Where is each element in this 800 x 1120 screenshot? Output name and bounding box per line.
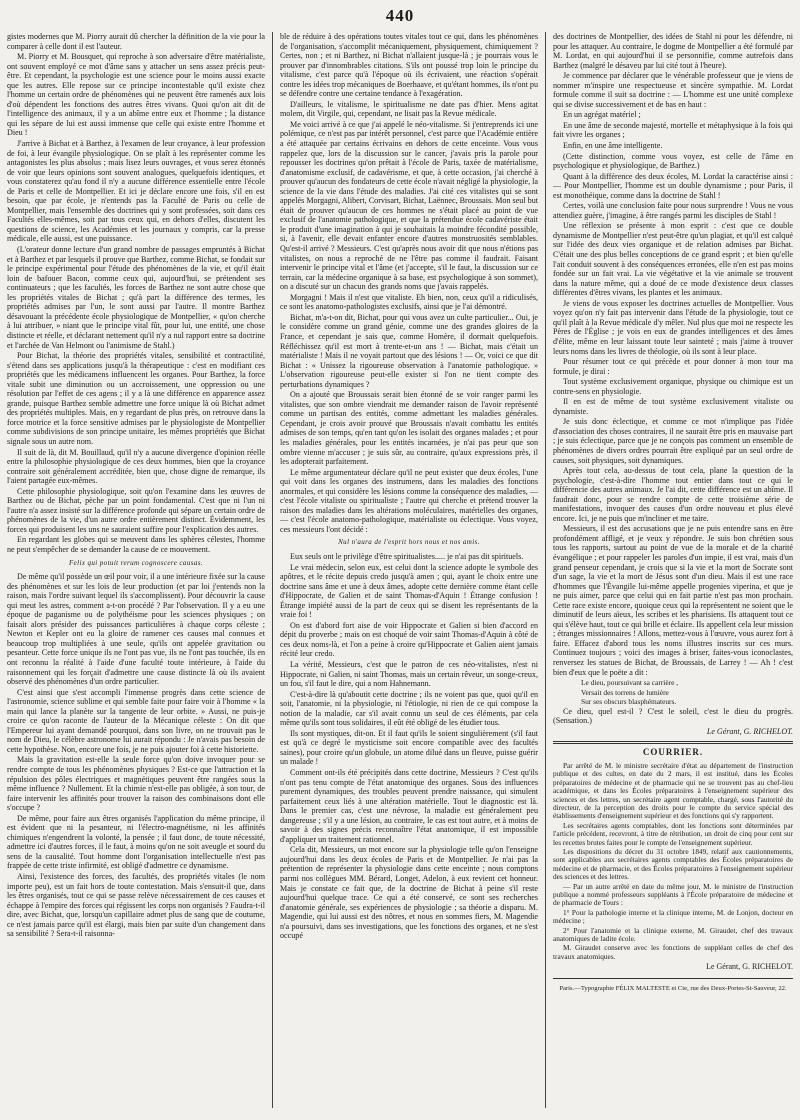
paragraph: En une âme de seconde majesté, mortelle et métaphysique à la fois qui fait vivre les organes ; <box>553 120 793 140</box>
paragraph: Cette philosophie physiologique, soit qu'on l'examine dans les œuvres de Barthez ou de Bichat, pèche par un point fondamental. C'est que ni l'un ni l'autre n'a assez insisté sur la différence profonde qui sépare un certain ordre de phénomènes de la vie, d'un autre ordre entièrement distinct. Évidemment, les forces qui produisent les uns ne sauraient suffire pour l'explication des autres. <box>7 486 265 534</box>
paragraph: — Par un autre arrêté en date du même jour, M. le ministre de l'instruction publique a nommé professeurs suppléants à l'École préparatoire de médecine et de pharmacie de Tours : <box>553 881 793 908</box>
paragraph: Quant à la différence des deux écoles, M. Lordat la caractérise ainsi : — Pour Montpellier, l'homme est un double dynamisme ; pour Paris, il est monothéique, comme dans la doctrine de Stahl ! <box>553 171 793 200</box>
paragraph: Pour Bichat, la théorie des propriétés vitales, sensibilité et contractilité, s'étend dans ses applications jusqu'à la thérapeutique : c'est en modifiant ces propriétés que les médicamens influencent les organes. Pour Barthez, la force vitale subit une diminution ou un accroissement, une oppression ou une résolution par l'effet de ces agens ; il y a là une différence en apparence assez grande, puisque Barthez semble admettre une force unique là où Bichat admet des propriétés multiples. Mais, en y regardant de plus près, on retrouve dans la force motrice et la force sensitive admises par le physiologiste de Montpellier comme subdivisions de son principe unitaire, les mêmes propriétés que Bichat signale sous un autre nom. <box>7 351 265 446</box>
closing-paragraph: Ce dieu, quel est-il ? C'est le soleil, c'est le dieu du progrès. (Sensation.) <box>553 706 793 726</box>
paragraph: Tout système exclusivement organique, physique ou chimique est un contre-sens en physiologie. <box>553 377 793 396</box>
paragraph: Je commence par déclarer que le vénérable professeur que je viens de nommer m'inspire une respectueuse et sincère sympathie. M. Lordat formule comme il suit sa doctrine : — L'homme est une unité complexe qui se divise successivement et de bas en haut : <box>553 71 793 109</box>
paragraph: Comment ont-ils été précipités dans cette doctrine, Messieurs ? C'est qu'ils n'ont pas tenu compte de l'état anatomique des organes. Sous des influences purement dynamiques, des troubles peuvent prendre naissance, qui simulent parfaitement ceux liés à une altération matérielle. Tout le diagnostic est là. Dans le premier cas, c'est une névrose, la maladie est généralement peu dangereuse ; s'il y a une lésion, au contraire, le cas est tout autre, et à moins de savoir à des signes précis reconnaître l'état anatomique, il est impossible d'appliquer un traitement rationnel. <box>280 768 538 844</box>
paragraph: On est d'abord fort aise de voir Hippocrate et Galien si bien d'accord en dépit du proverbe ; mais on est choqué de voir saint Thomas-d'Aquin à côté de ces deux noms-là, et l'on a peine à croire qu'Hippocrate et Galien aient jamais récité leur credo. <box>280 620 538 659</box>
paragraph: On a ajouté que Broussais serait bien étonné de se voir ranger parmi les vitalistes, que son ombre viendrait me demander raison de l'avoir représenté comme un partisan des entités, comme admettant les maladies générales. Cependant, je crois avoir prouvé que Broussais n'avait combattu les entités admises de son temps, qu'en tant qu'on les isolait des organes malades ; et pour les maladies générales, pour les entités incarnées, je n'ai pas peur que son ombre vienne m'accuser ; je suis sûr, au contraire, qu'aux expressions près, il les adopterait parfaitement. <box>280 390 538 467</box>
paragraph: (L'orateur donne lecture d'un grand nombre de passages empruntés à Bichat et à Barthez et par lesquels il prouve que Barthez, comme Bichat, se fondait sur le principe expérimental pour l'étude des phénomènes de la vie, et qu'il était loin de bafouer Bacon, comme ceux qui, aujourd'hui, se prétendent ses continuateurs ; que les facultés, les forces de Barthez ne sont autre chose que les propriétés vitales de Bichat ; qu'à part la différence des termes, les propriétés admises par l'un, le sont aussi par l'autre. Il montre Barthez désavouant la précédente école physiologique de Montpellier, « qu'on cherche à lui attribuer, » niant que le principe vital fût, pour lui, une entité, une chose distincte et réelle, et déclarant nettement qu'il n'y a nul rapport entre sa doctrine et l'archée de Van Helmont ou l'animisme de Stahl.) <box>7 245 265 350</box>
paragraph: (Cette distinction, comme vous voyez, est celle de l'âme en psychologique et physiologique, de Barthez.) <box>553 151 793 171</box>
paragraph: M. Giraudet conserve avec les fonctions de suppléant celles de chef des travaux anatomiques. <box>553 943 793 961</box>
paragraph: En regardant les globes qui se meuvent dans les sphères célestes, l'homme ne peut s'empêcher de se demander la cause de ce mouvement. <box>7 535 265 554</box>
column-2 <box>280 32 538 1108</box>
section-divider <box>553 741 793 744</box>
verse-line: Versait des torrens de lumière <box>581 687 669 697</box>
paragraph: Par arrêté de M. le ministre secrétaire d'état au département de l'instruction publique et des cultes, en date du 2 mars, il est institué, dans les Écoles préparatoires de médecine et de pharmacie qui ne se trouvent pas au chef-lieu académique, et dans les Écoles préparatoires à l'enseignement supérieur des sciences et des lettres, un secrétaire agent comptable, chargé, sous l'autorité du directeur, de la perception des droits pour le compte du service spécial des établissements d'enseignement supérieur et des fonctions qui s'y rapportent. <box>553 760 793 821</box>
paragraph: ble de réduire à des opérations toutes vitales tout ce qui, dans les phénomènes de l'organisation, s'accomplit mécaniquement, physiquement, chimiquement ? Certes, non ; et ni Barthez, ni Bichat n'allaient jusque-là ; je pourrais vous le prouver par d'innombrables citations. S'ils ont poussé trop loin le principe du vitalisme, c'est parce qu'à l'époque où ils écrivaient, une réaction s'opérait contre les idées trop mécaniques de Boerhaave, et qu'étant hommes, ils n'ont pu se défendre contre une certaine tendance à l'exagération. <box>280 32 538 99</box>
paragraph: des doctrines de Montpellier, des idées de Stahl ni pour les défendre, ni pour les attaquer. Au contraire, le dogme de Montpellier a été formulé par M. Lordat, en qui aujourd'hui il se personnifie, comme autrefois dans Barthez (malgré le désaveu par lui cité tout à l'heure). <box>553 32 793 70</box>
latin-quote: Nul n'aura de l'esprit hors nous et nos amis. <box>338 538 480 547</box>
page-number: 440 <box>385 6 415 25</box>
paragraph: gistes modernes que M. Piorry aurait dû chercher la définition de la vie pour la comparer à celle dont il est l'auteur. <box>7 32 265 51</box>
paragraph: Me voici arrivé à ce que j'ai appelé le néo-vitalisme. Si j'entreprends ici une polémique, ce n'est pas par intérêt personnel, c'est parce que l'Académie entière a été attaquée par certains écrivains en dehors de cette enceinte. Vous vous rappelez que, lors de la discussion sur le cancer, j'avais pris la parole pour repousser les doctrines qu'on prêtait à l'école de Paris, taxée de matérialisme, d'anatomisme exclusif, de cadavérisme, et que, à cette occasion, j'ai cherché à prouver qu'aucun des fondateurs de cette école n'avait négligé la physiologie, la science de la vie dans l'étude des maladies. J'ai cité ces vitalistes qui se sont appelés Morgagni, Alibert, Corvisart, Bichat, Laënnec, Broussais. Mon seul but était de prouver qu'aucun de ces hommes ne s'était placé au point de vue exclusif de l'anatomie pathologique, et que la prétendue école cadavériste était le produit d'une imagination à qui je souhaitais la moindre fécondité possible, si, à l'avenir, elle devait enfanter encore d'autres monstruosités semblables. Qu'est-il arrivé ? Messieurs. C'est qu'après nous avoir dit que nous n'étions pas vitalistes, on nous a reproché de ne l'être pas comme il faudrait. Faisant intervenir le principe vital et l'âme (et j'accepte, s'il le faut, la discussion sur ce terrain, car la médecine organique à sa base, est psychologique à son sommet), on a discuté sur un chacun des grands noms que j'avais rappelés. <box>280 119 538 292</box>
paragraph: 1° Pour la pathologie interne et la clinique interne, M. de Lonjon, docteur en médecine ; <box>553 907 793 926</box>
verse-line: Le dieu, poursuivant sa carrière , <box>581 678 679 688</box>
gerant-signature: Le Gérant, G. RICHELOT. <box>706 962 793 972</box>
paragraph: Les secrétaires agents comptables, dont les fonctions sont déterminées par l'article précédent, recevront, à titre de rétribution, un droit de cinq pour cent sur les recettes brutes faites pour le compte de l'enseignement supérieur. <box>553 820 793 847</box>
paragraph: Il suit de là, dit M. Bouillaud, qu'il n'y a aucune divergence d'opinion réelle entre la philosophie physiologique de ces deux hommes, bien que la croyance contraire soit généralement accréditée, bien que, chose digne de remarque, ils l'aient partagée eux-mêmes. <box>7 447 265 486</box>
paragraph: Ainsi, l'existence des forces, des facultés, des propriétés vitales (le nom importe peu), est un fait hors de toute contestation. Mais s'ensuit-il que, dans les êtres organisés, tout ce qui se passe relève nécessairement de ces causes et échappe à l'empire des forces qui régissent les corps non organisés ? Faudra-t-il dire, avec Bichat, que, lorsqu'un capillaire admet plus de sang que de coutume, ce n'est jamais parce qu'il est élargi, mais bien par suite d'un changement dans sa sensibilité ? Sera-t-il raisonna- <box>7 872 265 939</box>
printer-imprint: Paris.—Typographie FÉLIX MALTESTE et Cie, rue des Deux-Portes-St-Sauveur, 22. <box>559 984 787 992</box>
paragraph: Certes, voilà une conclusion faite pour nous surprendre ! Vous ne vous attendiez guère, j'imagine, à être rangés parmi les disciples de Stahl ! <box>553 201 793 220</box>
paragraph: Morgagni ! Mais il n'est que vitaliste. Eh bien, non, ceux qu'il a ridiculisés, ce sont les anatomo-pathologistes exclusifs, ainsi que je l'ai démontré. <box>280 292 538 312</box>
paragraph: Mais la gravitation est-elle la seule force qu'on doive invoquer pour se rendre compte de tous les phénomènes physiques ? Est-ce que l'attraction et la répulsion des pôles électriques et magnétiques peuvent être rangées sous la même influence ? Nullement. Et la chimie n'est-elle pas obligée, à son tour, de faire intervenir les affinités pour trouver la raison des combinaisons dont elle s'occupe ? <box>7 755 265 813</box>
paragraph: Il en est de même de tout système exclusivement vitaliste ou dynamiste. <box>553 397 793 416</box>
paragraph: Les dispositions du décret du 31 octobre 1849, relatif aux cautionnements, sont applicables aux secrétaires agents comptables des Écoles préparatoires de médecine et de pharmacie, et des Écoles préparatoires à l'enseignement supérieur des sciences et des lettres. <box>553 846 793 882</box>
imprint-divider <box>553 978 793 979</box>
courrier-section <box>553 762 793 961</box>
paragraph: En un agrégat matériel ; <box>563 110 641 120</box>
column-3 <box>553 32 793 1108</box>
paragraph: Une réflexion se présente à mon esprit : c'est que ce double dynamisme de Montpellier n'est peut-être qu'un plagiat, et qu'il est calqué sur l'idée des deux vies organique et de relation admises par Bichat. C'était une des plus belles conceptions de ce grand esprit ; et bien qu'elle l'ait conduit souvent à des conséquences erronées, elle n'en est pas moins fondée sur un fait vrai. La vie végétative et la vie animale se trouvent dans la nature même, qui a doué de ce mode d'existence deux classes différentes d'êtres vivans, les plantes et les animaux. <box>553 221 793 298</box>
paragraph: Le même argumentateur déclare qu'il ne peut exister que deux écoles, l'une qui voit dans les organes des instrumens, dans les maladies des fonctions anormales, et qui considère les lésions comme la conséquence des maladies, — c'est l'école vitaliste ou spiritualiste ; l'autre qui cherche et prétend trouver la raison des maladies dans les altérations moléculaires, matérielles des organes, — c'est l'école anatomo-pathologique, matérialiste ou éclectique. Vous voyez, ces messieurs l'ont décidé : <box>280 467 538 534</box>
column-divider <box>272 32 273 1108</box>
signature: Le Gérant, G. RICHELOT. <box>706 726 793 736</box>
paragraph: Je viens de vous exposer les doctrines actuelles de Montpellier. Vous voyez qu'on n'y fait pas intervenir dans l'étude de la physiologie, tout ce qu'il plaît à la Revue médicale d'y mêler. Nul plus que moi ne respecte les Pères de l'Église ; je vois en eux de grandes intelligences et des âmes d'élite, même en leur laissant toute leur sainteté ; mais j'aime à trouver leurs noms dans les livres de théologie, où ils sont à leur place. <box>553 298 793 356</box>
latin-quote: Felix qui potuit rerum cognoscere causas. <box>68 558 204 567</box>
paragraph: D'ailleurs, le vitalisme, le spiritualisme ne date pas d'hier. Mens agitat molem, dit Virgile, qui, cependant, ne lisait pas la Revue médicale. <box>280 99 538 119</box>
courrier-heading: COURRIER. <box>642 747 704 758</box>
paragraph: Ils sont mystiques, dit-on. Et il faut qu'ils le soient singulièrement (s'il faut est qu'à ce degré le mysticisme soit encore compatible avec des facultés saines), pour croire qu'un globule, un atome dilué dans un fleuve, puisse guérir un malade ! <box>280 728 538 767</box>
paragraph: J'arrive à Bichat et à Barthez, à l'examen de leur croyance, à leur profession de foi, à leur évangile physiologique. On se plaît à les représenter comme les antagonistes les plus absolus ; mais lisez leurs ouvrages, et vous serez étonnés de voir que leurs opinions sont souvent analogues, quelquefois identiques, et vous constaterez qu'au fond il n'y a aucune différence essentielle entre l'école de Paris et celle de Montpellier. Et ici je déclare encore une fois, s'il en est besoin, que par école, je n'entends pas la Faculté de Paris ou celle de Montpellier, mais l'ensemble des doctrines qui y sont professées, soit dans ces Facultés elles-mêmes, soit par tous ceux qui, en dehors d'elles, discutent les questions de science, les Académies et les journaux y compris, car la presse médicale, elle aussi, est une puissance. <box>7 139 265 244</box>
paragraph: Bichat, m'a-t-on dit, Bichat, pour qui vous avez un culte particulier... Oui, je le considère comme un grand génie, comme une des grandes gloires de la France, et cependant je sais que, comme Homère, il dormait quelquefois. Réfléchissez qu'il est mort à trente-et-un ans ! — Bichat, mais c'était un matérialiste ! Mais il ne voyait partout que des lésions ! — Or, voici ce que dit Bichat : « Unissez la rigoureuse observation à l'anatomie pathologique. » L'observation rigoureuse peut-elle exister si l'on ne tient compte des perturbations dynamiques ? <box>280 312 538 389</box>
paragraph: Pour résumer tout ce qui précède et pour donner à mon tour ma formule, je dirai : <box>553 357 793 376</box>
verse-line: Sur ses obscurs blasphémateurs. <box>581 697 677 707</box>
paragraph: Enfin, en une âme intelligente. <box>563 141 663 151</box>
column-divider <box>545 32 546 1108</box>
paragraph: Je suis donc éclectique, et comme ce mot n'implique pas l'idée d'association des choses contraires, il ne saurait être pris en mauvaise part ; je suis éclectique, parce que je ne conçois pas comment un ensemble de phénomènes de divers ordres pourrait être expliqué par un seul ordre de causes, soit physiques, soit dynamiques. <box>553 417 793 465</box>
paragraph: Eux seuls ont le privilège d'être spiritualistes..... je n'ai pas dit spirituels. <box>290 551 524 561</box>
paragraph: De même qu'il possède un œil pour voir, il a une intérieure fixée sur la cause des phénomènes et sur les lois de leur production (et par loi j'entends non la raison, mais l'ordre suivant lequel ils s'accomplissent). Pour découvrir la cause qui meut les astres, comment a-t-on procédé ? Par l'observation. Il y a eu une époque de paganisme ou de polythéisme pour les sciences physiques ; on faisait alors présider des puissances particulières à chaque corps céleste ; Newton et Kepler ont eu la gloire de ramener ces causes mal connues et beaucoup trop multipliées à une seule, qu'ils ont appelée gravitation ou pesanteur. Cette force unique ils ne l'ont pas vue, ils ne l'ont pas touchée, ils en ont reconnu la réalité à l'aide d'une faculté toute intérieure, à l'aide du raisonnement qui les forçait d'admettre une cause distincte là où ils avaient observé des phénomènes d'un ordre particulier. <box>7 572 265 687</box>
column-1 <box>7 32 265 1108</box>
paragraph: De même, pour faire aux êtres organisés l'application du même principe, il est évident que ni la pesanteur, ni l'électro-magnétisme, ni les affinités chimiques n'engendrent la volonté, la pensée ; il faut donc, de toute nécessité, admettre ici d'autres forces, il le faut, à moins qu'on ne soit aveugle et sourd du sens de la causalité. Tout homme dont l'organisation intellectuelle n'est pas frappée de cette triste infirmité, est obligé d'admettre ce dynamisme. <box>7 813 265 871</box>
paragraph: Messieurs, il est des accusations que je ne puis entendre sans en être profondément affligé, et je veux y répondre. Je suis bon chrétien sous tous les rapports, surtout au point de vue de la morale et de la charité évangélique ; et pour rappeler les paroles d'un impie, il est vrai, mais d'un grand penseur cependant, je crois que si la vie et la mort de Socrate sont d'un sage, la vie et la mort de Jésus sont d'un dieu. Mais il est une race d'hommes que l'Évangile lui-même appelle progenies viperina, et que je ne puis aimer, parce que celui qui en fait partie n'est pas mon prochain. Cette race existe encore, quoique ceux qui la représentent ne soient que le diminutif de leurs aïeux, les scribes et les pharisiens. Ils attaquent tout ce qui s'élève haut, tout ce qui brille et éclaire. Ils appellent cela leur mission ; étranges missionnaires ! Allons, mettez-vous à l'œuvre, vous aurez fort à faire. Effacez d'abord tous les noms illustres inscrits sur ces murs. Continuez toujours ; voici des images à briser, faites-vous iconoclastes, renversez les statues de Bichat, de Broussais, de Larrey ! — Ah ! c'est bien d'eux que le poëte a dit : <box>553 524 793 677</box>
paragraph: La vérité, Messieurs, c'est que le patron de ces néo-vitalistes, n'est ni Hippocrate, ni Galien, ni saint Thomas, mais un certain rêveur, un songe-creux, un fou, s'il faut le dire, qui a nom Hahnemann. <box>280 660 538 689</box>
paragraph: C'est-à-dire là qu'aboutit cette doctrine ; ils ne voient pas que, quoi qu'il en soit, l'anatomie, ni la physiologie, ni l'étiologie, ni rien de ce qui compose la notion de la maladie, car s'il avait connu un seul de ces éléments, par cela même qu'ils sont tous solidaires, il eût été obligé de les étudier tous. <box>280 689 538 728</box>
paragraph: Cela dit, Messieurs, un mot encore sur la physiologie telle qu'on l'enseigne aujourd'hui dans les deux écoles de Paris et de Montpellier. Je n'ai pas la prétention de représenter la physiologie dans cette enceinte ; nous comptons parmi nos collègues MM. Bérard, Longet, Adelon, à eux revient cet honneur. Mais je constate ce fait que, de la doctrine de Bichat à peine s'il reste aujourd'hui quelque trace. Ce qui a été conservé, ce sont ses recherches d'anatomie générale, ses expériences de physiologie ; sa théorie a disparu. M. Magendie, qui lui aussi est des nôtres, et nous en sommes fiers, M. Magendie n'a poursuivi, dans ses investigations, que les fonctions des organes, et ne s'est occupé <box>280 845 538 941</box>
paragraph: Après tout cela, au-dessus de tout cela, plane la question de la psychologie, c'est-à-dire l'homme tout entier dans tout ce qui le différencie des autres animaux. Je l'ai dit, cette différence est un abîme. Il faudrait donc, pour se rendre compte de cette troisième série de manifestations, invoquer des causes d'un ordre nouveau et plus élevé encore. Ici, je ne puis que m'incliner et me taire. <box>553 466 793 523</box>
paragraph: C'est ainsi que s'est accompli l'immense progrès dans cette science de l'astronomie, science sublime et qui semble faite pour faire voir à l'homme « la main qui lance la planète sur la tangente de leur orbite. » Aussi, ne puis-je croire ce qu'on raconte de l'auteur de la Mécanique céleste : On dit que l'Empereur lui ayant demandé pourquoi, dans son livre, on ne trouvait pas le nom de Dieu, le célèbre astronome lui aurait répondu : Je n'avais pas besoin de cette hypothèse. Non, encore une fois, je ne puis ajouter foi à cette historiette. <box>7 687 265 754</box>
paragraph: Le vrai médecin, selon eux, est celui dont la science adopte le symbole des apôtres, et le récite depuis credo jusqu'à amen ; qui, ayant le choix entre une doctrine sans âme et une à deux âmes, adopte cette dernière comme étant celle d'Hippocrate, de Galien et de saint Thomas-d'Aquin ! Étrange confusion ! Étrange impiété aussi de la part de ceux qui se disent les représentants de la vraie foi ! <box>280 562 538 620</box>
paragraph: M. Piorry et M. Bousquet, qui reproche à son adversaire d'être matérialiste, ont souvent employé ce mot d'âme sans y attacher un sens assez précis peut-être. Et cependant, la psychologie est une science pour le moins aussi exacte que les autres. Elle repose sur ce principe incontestable qu'il existe chez l'homme un certain ordre de phénomènes qui ne peuvent être ramenés aux lois d'où dépendent les fonctions des autres êtres vivans. Quoi qu'on ait dit de l'intelligence des animaux, il y a un abîme entre eux et l'homme ; la distance qui les sépare de lui est aussi immense que celle qui existe entre l'homme et Dieu ! <box>7 52 265 138</box>
paragraph: 2° Pour l'anatomie et la clinique externe, M. Giraudet, chef des travaux anatomiques de ladite école. <box>553 925 793 944</box>
